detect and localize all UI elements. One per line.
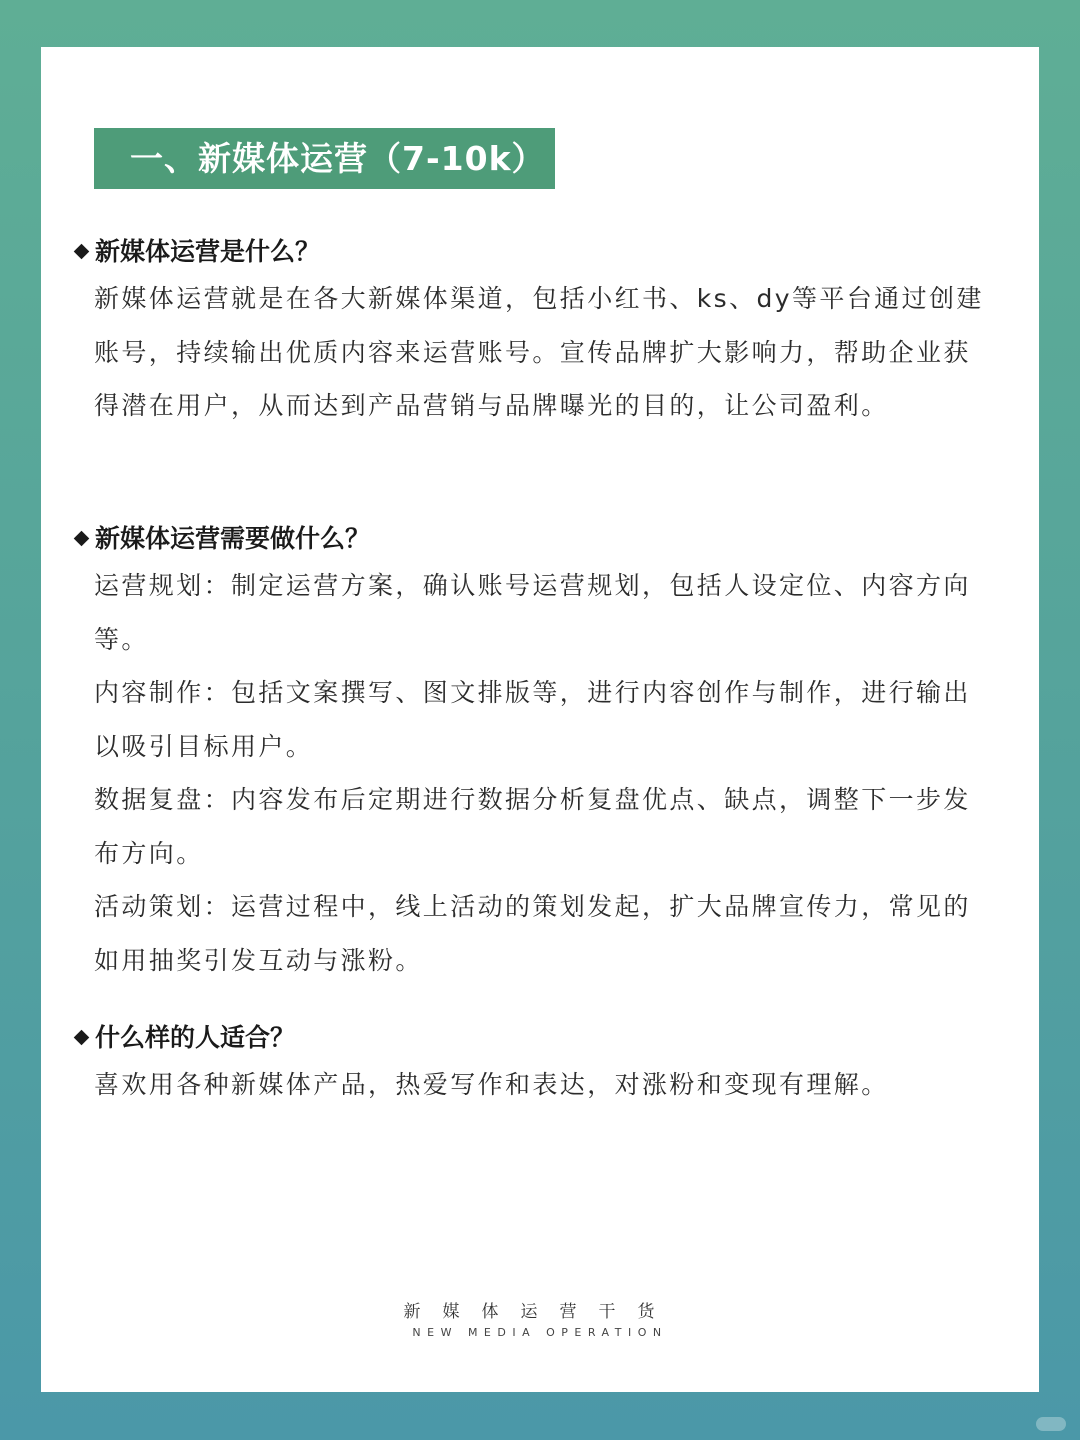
section-heading-text: 新媒体运营是什么？ [95, 237, 321, 266]
section-paragraph: 数据复盘：内容发布后定期进行数据分析复盘优点、缺点，调整下一步发布方向。 [94, 785, 971, 868]
section-paragraph: 喜欢用各种新媒体产品，热爱写作和表达，对涨粉和变现有理解。 [94, 1070, 889, 1099]
content-card [41, 47, 1039, 1392]
diamond-bullet-icon [74, 244, 90, 260]
footer-title: 新媒体运营干货 [403, 1302, 677, 1322]
diamond-bullet-icon [74, 531, 90, 547]
diamond-bullet-icon [74, 1030, 90, 1046]
section-paragraph: 活动策划：运营过程中，线上活动的策划发起，扩大品牌宣传力，常见的如用抽奖引发互动与涨粉。 [94, 892, 971, 975]
section-paragraph: 运营规划：制定运营方案，确认账号运营规划，包括人设定位、内容方向等。 [94, 571, 971, 654]
title-banner [94, 128, 555, 189]
section-heading-who [71, 1018, 295, 1058]
section-heading-text: 新媒体运营需要做什么？ [95, 524, 371, 553]
section-heading-tasks [71, 519, 370, 559]
watermark-badge [1036, 1417, 1066, 1431]
section-heading-text: 什么样的人适合？ [95, 1023, 296, 1052]
section-heading-what [71, 232, 320, 272]
page-title: 一、新媒体运营（7-10k） [130, 139, 546, 178]
section-paragraph: 内容制作：包括文案撰写、图文排版等，进行内容创作与制作，进行输出以吸引目标用户。 [94, 678, 971, 761]
section-paragraph: 新媒体运营就是在各大新媒体渠道，包括小红书、ks、dy等平台通过创建账号，持续输出优质内容来运营账号。宣传品牌扩大影响力，帮助企业获得潜在用户，从而达到产品营销与品牌曝光的目的，让公司盈利。 [94, 284, 984, 420]
footer-subtitle: NEW MEDIA OPERATION [412, 1326, 668, 1339]
